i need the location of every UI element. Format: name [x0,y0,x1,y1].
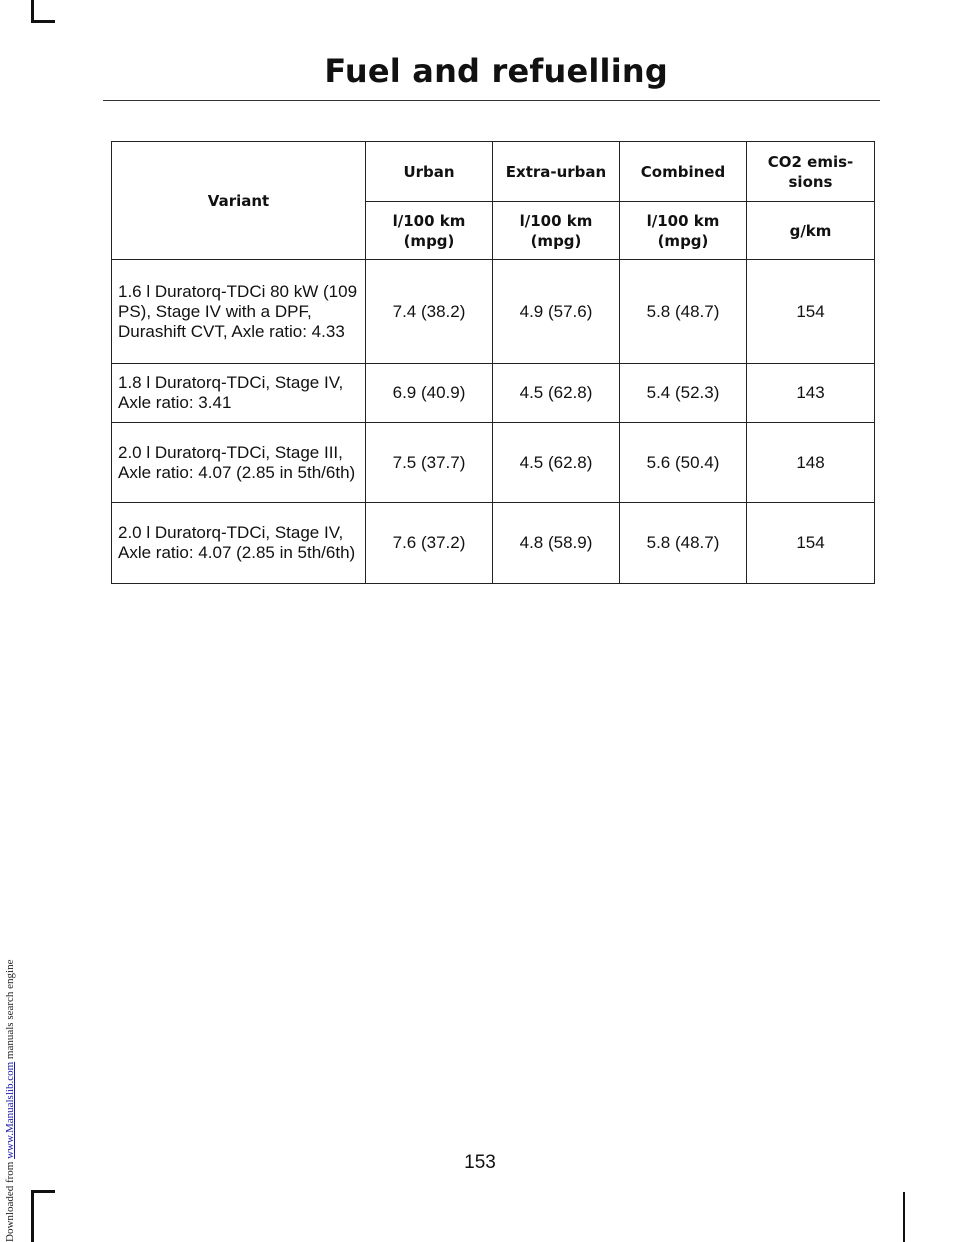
cell-extra-urban: 4.5 (62.8) [493,364,620,423]
table-row [112,423,875,503]
header-extra-urban: Extra-urban [493,142,620,202]
cell-combined: 5.8 (48.7) [620,260,747,364]
cell-variant: 2.0 l Duratorq-TDCi, Stage IV, Axle ratio: 4.07 (2.85 in 5th/6th) [112,503,366,584]
cell-co2: 154 [747,503,875,584]
cell-co2: 154 [747,260,875,364]
crop-mark-top-left-horizontal [31,20,55,23]
table-header-row [112,142,875,202]
cell-variant: 2.0 l Duratorq-TDCi, Stage III, Axle ratio: 4.07 (2.85 in 5th/6th) [112,423,366,503]
crop-mark-bottom-left-vertical [31,1190,34,1242]
crop-mark-bottom-right-vertical [903,1192,905,1242]
unit-urban: l/100 km (mpg) [366,202,493,260]
cell-co2: 143 [747,364,875,423]
header-co2: CO2 emis-sions [747,142,875,202]
cell-extra-urban: 4.5 (62.8) [493,423,620,503]
header-variant: Variant [112,142,366,260]
header-combined: Combined [620,142,747,202]
table-row [112,503,875,584]
watermark-prefix: Downloaded from [4,1158,16,1242]
cell-variant: 1.8 l Duratorq-TDCi, Stage IV, Axle ratio: 3.41 [112,364,366,423]
cell-extra-urban: 4.9 (57.6) [493,260,620,364]
table-row [112,364,875,423]
unit-extra-urban: l/100 km (mpg) [493,202,620,260]
table-row [112,260,875,364]
cell-extra-urban: 4.8 (58.9) [493,503,620,584]
cell-combined: 5.8 (48.7) [620,503,747,584]
header-urban: Urban [366,142,493,202]
cell-combined: 5.4 (52.3) [620,364,747,423]
unit-combined: l/100 km (mpg) [620,202,747,260]
cell-urban: 7.4 (38.2) [366,260,493,364]
cell-variant: 1.6 l Duratorq-TDCi 80 kW (109 PS), Stage IV with a DPF, Durashift CVT, Axle ratio: 4.33 [112,260,366,364]
fuel-consumption-table [111,141,875,584]
crop-mark-bottom-left-horizontal [31,1190,55,1193]
header-divider [103,100,880,101]
crop-mark-top-left-vertical [31,0,34,22]
cell-urban: 7.6 (37.2) [366,503,493,584]
cell-co2: 148 [747,423,875,503]
cell-urban: 6.9 (40.9) [366,364,493,423]
side-watermark [4,960,16,1242]
cell-combined: 5.6 (50.4) [620,423,747,503]
cell-urban: 7.5 (37.7) [366,423,493,503]
watermark-link[interactable]: www.Manualslib.com [4,1061,16,1159]
watermark-suffix: manuals search engine [4,959,16,1062]
unit-co2: g/km [747,202,875,260]
page-number: 153 [464,1152,496,1173]
page-title: Fuel and refuelling [324,52,668,90]
